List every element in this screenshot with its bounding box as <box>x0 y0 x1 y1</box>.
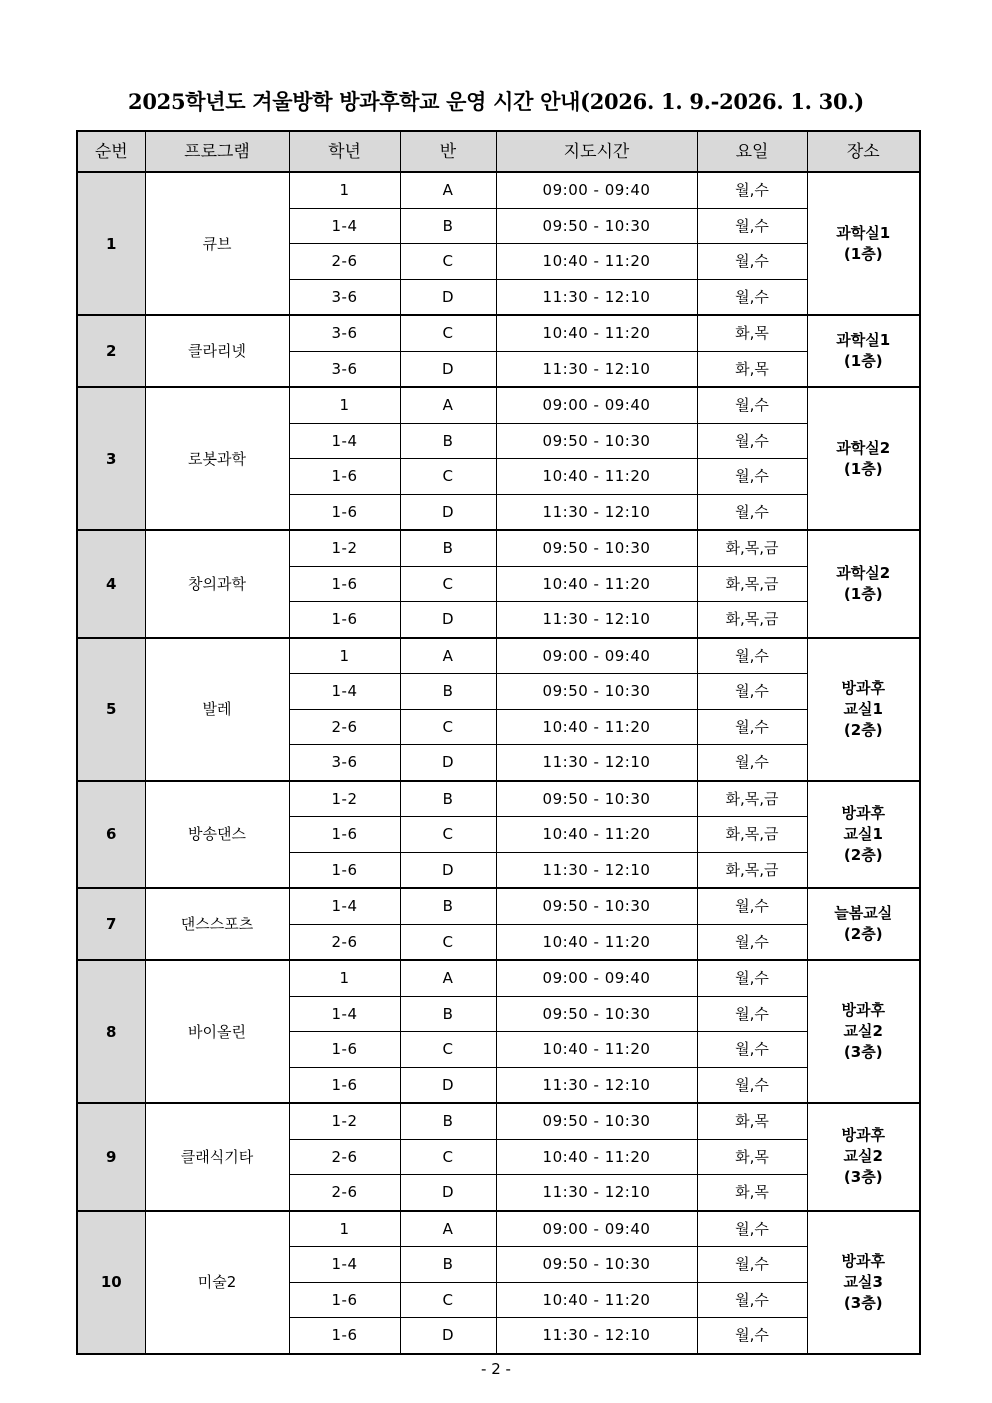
place-line: 교실3 <box>843 1272 883 1291</box>
grade-cell: 2-6 <box>289 1175 400 1211</box>
table-row <box>77 387 920 423</box>
program-name: 바이올린 <box>145 960 289 1103</box>
day-cell: 화,목 <box>697 351 807 387</box>
place-cell <box>807 387 920 530</box>
place-line: (1층) <box>843 352 883 370</box>
place-line: 과학실1 <box>836 223 891 242</box>
place-cell <box>807 960 920 1103</box>
class-cell: D <box>400 1318 496 1354</box>
place-line: (1층) <box>843 459 883 478</box>
time-cell: 09:50 - 10:30 <box>496 888 697 924</box>
grade-cell: 1-6 <box>289 852 400 888</box>
time-cell: 09:50 - 10:30 <box>496 530 697 566</box>
class-cell: C <box>400 566 496 602</box>
place-cell <box>807 530 920 638</box>
day-cell: 월,수 <box>697 208 807 244</box>
table-row <box>77 315 920 351</box>
day-cell: 월,수 <box>697 709 807 745</box>
time-cell: 11:30 - 12:10 <box>496 494 697 530</box>
place-cell <box>807 1211 920 1354</box>
table-row <box>77 781 920 817</box>
grade-cell: 2-6 <box>289 709 400 745</box>
program-name: 큐브 <box>145 172 289 315</box>
header-day: 요일 <box>697 131 807 172</box>
class-cell: D <box>400 745 496 781</box>
header-grade: 학년 <box>289 131 400 172</box>
day-cell: 월,수 <box>697 745 807 781</box>
time-cell: 09:00 - 09:40 <box>496 960 697 996</box>
grade-cell: 1-2 <box>289 1103 400 1139</box>
time-cell: 09:50 - 10:30 <box>496 423 697 459</box>
day-cell: 월,수 <box>697 888 807 924</box>
time-cell: 09:00 - 09:40 <box>496 387 697 423</box>
header-number: 순번 <box>77 131 145 172</box>
class-cell: C <box>400 1032 496 1068</box>
place-line: (1층) <box>843 244 883 263</box>
place-line: 교실1 <box>843 699 883 718</box>
program-name: 클래식기타 <box>145 1103 289 1211</box>
table-row <box>77 888 920 924</box>
place-line: (2층) <box>843 845 883 864</box>
program-number: 1 <box>77 172 145 315</box>
day-cell: 월,수 <box>697 387 807 423</box>
day-cell: 월,수 <box>697 924 807 960</box>
day-cell: 화,목,금 <box>697 817 807 853</box>
time-cell: 09:50 - 10:30 <box>496 1103 697 1139</box>
place-line: 방과후 <box>841 1251 885 1270</box>
time-cell: 10:40 - 11:20 <box>496 566 697 602</box>
program-number: 5 <box>77 638 145 781</box>
time-cell: 09:50 - 10:30 <box>496 1247 697 1283</box>
day-cell: 화,목,금 <box>697 852 807 888</box>
grade-cell: 1-6 <box>289 1282 400 1318</box>
header-time: 지도시간 <box>496 131 697 172</box>
place-line: 방과후 <box>841 1126 885 1145</box>
time-cell: 09:50 - 10:30 <box>496 996 697 1032</box>
time-cell: 11:30 - 12:10 <box>496 1175 697 1211</box>
time-cell: 10:40 - 11:20 <box>496 924 697 960</box>
class-cell: D <box>400 602 496 638</box>
place-cell <box>807 1103 920 1211</box>
grade-cell: 3-6 <box>289 745 400 781</box>
day-cell: 월,수 <box>697 279 807 315</box>
place-cell <box>807 638 920 781</box>
place-line: 방과후 <box>841 803 885 822</box>
place-line: 교실2 <box>843 1022 883 1040</box>
class-cell: D <box>400 351 496 387</box>
day-cell: 월,수 <box>697 423 807 459</box>
class-cell: D <box>400 852 496 888</box>
time-cell: 10:40 - 11:20 <box>496 244 697 280</box>
grade-cell: 1-6 <box>289 602 400 638</box>
time-cell: 10:40 - 11:20 <box>496 1139 697 1175</box>
grade-cell: 1-6 <box>289 459 400 495</box>
grade-cell: 1 <box>289 638 400 674</box>
class-cell: B <box>400 996 496 1032</box>
program-name: 댄스스포츠 <box>145 888 289 960</box>
class-cell: C <box>400 459 496 495</box>
document-title: 2025학년도 겨울방학 방과후학교 운영 시간 안내(2026. 1. 9.-2026. 1. 30.) <box>128 89 864 114</box>
day-cell: 월,수 <box>697 960 807 996</box>
header-class: 반 <box>400 131 496 172</box>
grade-cell: 3-6 <box>289 315 400 351</box>
class-cell: C <box>400 244 496 280</box>
table-row <box>77 960 920 996</box>
place-line: 방과후 <box>841 678 885 697</box>
place-cell <box>807 172 920 315</box>
time-cell: 11:30 - 12:10 <box>496 1318 697 1354</box>
day-cell: 월,수 <box>697 1282 807 1318</box>
class-cell: B <box>400 888 496 924</box>
header-program: 프로그램 <box>145 131 289 172</box>
day-cell: 월,수 <box>697 1247 807 1283</box>
place-line: (3층) <box>843 1168 883 1187</box>
program-number: 4 <box>77 530 145 638</box>
time-cell: 11:30 - 12:10 <box>496 279 697 315</box>
grade-cell: 1 <box>289 387 400 423</box>
time-cell: 09:50 - 10:30 <box>496 781 697 817</box>
table-header-row <box>77 131 920 172</box>
grade-cell: 1-6 <box>289 1067 400 1103</box>
class-cell: D <box>400 494 496 530</box>
class-cell: C <box>400 924 496 960</box>
day-cell: 월,수 <box>697 996 807 1032</box>
time-cell: 10:40 - 11:20 <box>496 709 697 745</box>
program-name: 발레 <box>145 638 289 781</box>
class-cell: C <box>400 1139 496 1175</box>
day-cell: 월,수 <box>697 172 807 208</box>
day-cell: 화,목,금 <box>697 530 807 566</box>
program-number: 7 <box>77 888 145 960</box>
day-cell: 화,목,금 <box>697 602 807 638</box>
place-line: (2층) <box>843 720 883 739</box>
day-cell: 화,목 <box>697 1103 807 1139</box>
schedule-table <box>76 130 921 1355</box>
place-line: 교실2 <box>843 1147 883 1166</box>
time-cell: 10:40 - 11:20 <box>496 1282 697 1318</box>
day-cell: 월,수 <box>697 1318 807 1354</box>
grade-cell: 1-2 <box>289 781 400 817</box>
class-cell: A <box>400 960 496 996</box>
class-cell: C <box>400 1282 496 1318</box>
place-cell <box>807 888 920 960</box>
class-cell: B <box>400 674 496 710</box>
program-number: 3 <box>77 387 145 530</box>
program-number: 9 <box>77 1103 145 1211</box>
grade-cell: 3-6 <box>289 279 400 315</box>
time-cell: 09:00 - 09:40 <box>496 1211 697 1247</box>
day-cell: 월,수 <box>697 244 807 280</box>
program-number: 2 <box>77 315 145 387</box>
class-cell: C <box>400 315 496 351</box>
program-number: 8 <box>77 960 145 1103</box>
header-place: 장소 <box>807 131 920 172</box>
class-cell: D <box>400 1067 496 1103</box>
grade-cell: 1-6 <box>289 1032 400 1068</box>
grade-cell: 1-4 <box>289 208 400 244</box>
grade-cell: 1 <box>289 1211 400 1247</box>
grade-cell: 1-6 <box>289 1318 400 1354</box>
day-cell: 월,수 <box>697 1211 807 1247</box>
grade-cell: 1-6 <box>289 494 400 530</box>
time-cell: 10:40 - 11:20 <box>496 817 697 853</box>
grade-cell: 1-4 <box>289 996 400 1032</box>
time-cell: 11:30 - 12:10 <box>496 745 697 781</box>
time-cell: 09:50 - 10:30 <box>496 208 697 244</box>
class-cell: A <box>400 638 496 674</box>
place-line: 늘봄교실 <box>834 904 893 922</box>
program-number: 6 <box>77 781 145 889</box>
grade-cell: 1 <box>289 172 400 208</box>
place-line: 과학실2 <box>836 438 891 457</box>
place-cell <box>807 781 920 889</box>
time-cell: 10:40 - 11:20 <box>496 315 697 351</box>
program-name: 클라리넷 <box>145 315 289 387</box>
program-name: 로봇과학 <box>145 387 289 530</box>
program-name: 창의과학 <box>145 530 289 638</box>
class-cell: D <box>400 279 496 315</box>
grade-cell: 1-6 <box>289 566 400 602</box>
time-cell: 09:00 - 09:40 <box>496 172 697 208</box>
table-row <box>77 1103 920 1139</box>
time-cell: 11:30 - 12:10 <box>496 351 697 387</box>
table-row <box>77 638 920 674</box>
class-cell: B <box>400 781 496 817</box>
place-line: (3층) <box>843 1043 883 1061</box>
table-row <box>77 1211 920 1247</box>
table-row <box>77 172 920 208</box>
grade-cell: 1 <box>289 960 400 996</box>
class-cell: A <box>400 1211 496 1247</box>
day-cell: 월,수 <box>697 638 807 674</box>
table-row <box>77 530 920 566</box>
program-name: 미술2 <box>145 1211 289 1354</box>
class-cell: A <box>400 387 496 423</box>
day-cell: 화,목 <box>697 1139 807 1175</box>
place-line: 교실1 <box>843 824 883 843</box>
place-line: (3층) <box>843 1293 883 1312</box>
grade-cell: 3-6 <box>289 351 400 387</box>
class-cell: B <box>400 423 496 459</box>
place-line: 과학실1 <box>836 331 891 349</box>
page-number: - 2 - <box>481 1360 511 1378</box>
program-name: 방송댄스 <box>145 781 289 889</box>
day-cell: 월,수 <box>697 1032 807 1068</box>
day-cell: 화,목 <box>697 315 807 351</box>
time-cell: 11:30 - 12:10 <box>496 1067 697 1103</box>
grade-cell: 1-4 <box>289 1247 400 1283</box>
time-cell: 10:40 - 11:20 <box>496 459 697 495</box>
time-cell: 11:30 - 12:10 <box>496 852 697 888</box>
grade-cell: 1-4 <box>289 674 400 710</box>
place-cell <box>807 315 920 387</box>
day-cell: 월,수 <box>697 494 807 530</box>
time-cell: 10:40 - 11:20 <box>496 1032 697 1068</box>
grade-cell: 1-4 <box>289 423 400 459</box>
place-line: (1층) <box>843 584 883 603</box>
class-cell: C <box>400 709 496 745</box>
program-number: 10 <box>77 1211 145 1354</box>
class-cell: B <box>400 1247 496 1283</box>
day-cell: 화,목,금 <box>697 781 807 817</box>
day-cell: 화,목 <box>697 1175 807 1211</box>
class-cell: C <box>400 817 496 853</box>
time-cell: 09:50 - 10:30 <box>496 674 697 710</box>
grade-cell: 1-2 <box>289 530 400 566</box>
class-cell: B <box>400 530 496 566</box>
grade-cell: 1-6 <box>289 817 400 853</box>
place-line: 방과후 <box>841 1001 885 1019</box>
grade-cell: 2-6 <box>289 244 400 280</box>
grade-cell: 2-6 <box>289 1139 400 1175</box>
place-line: 과학실2 <box>836 563 891 582</box>
day-cell: 월,수 <box>697 1067 807 1103</box>
time-cell: 09:00 - 09:40 <box>496 638 697 674</box>
table-body <box>77 172 920 1354</box>
class-cell: B <box>400 208 496 244</box>
grade-cell: 1-4 <box>289 888 400 924</box>
time-cell: 11:30 - 12:10 <box>496 602 697 638</box>
class-cell: A <box>400 172 496 208</box>
class-cell: D <box>400 1175 496 1211</box>
grade-cell: 2-6 <box>289 924 400 960</box>
place-line: (2층) <box>843 925 883 943</box>
day-cell: 월,수 <box>697 674 807 710</box>
day-cell: 월,수 <box>697 459 807 495</box>
class-cell: B <box>400 1103 496 1139</box>
day-cell: 화,목,금 <box>697 566 807 602</box>
